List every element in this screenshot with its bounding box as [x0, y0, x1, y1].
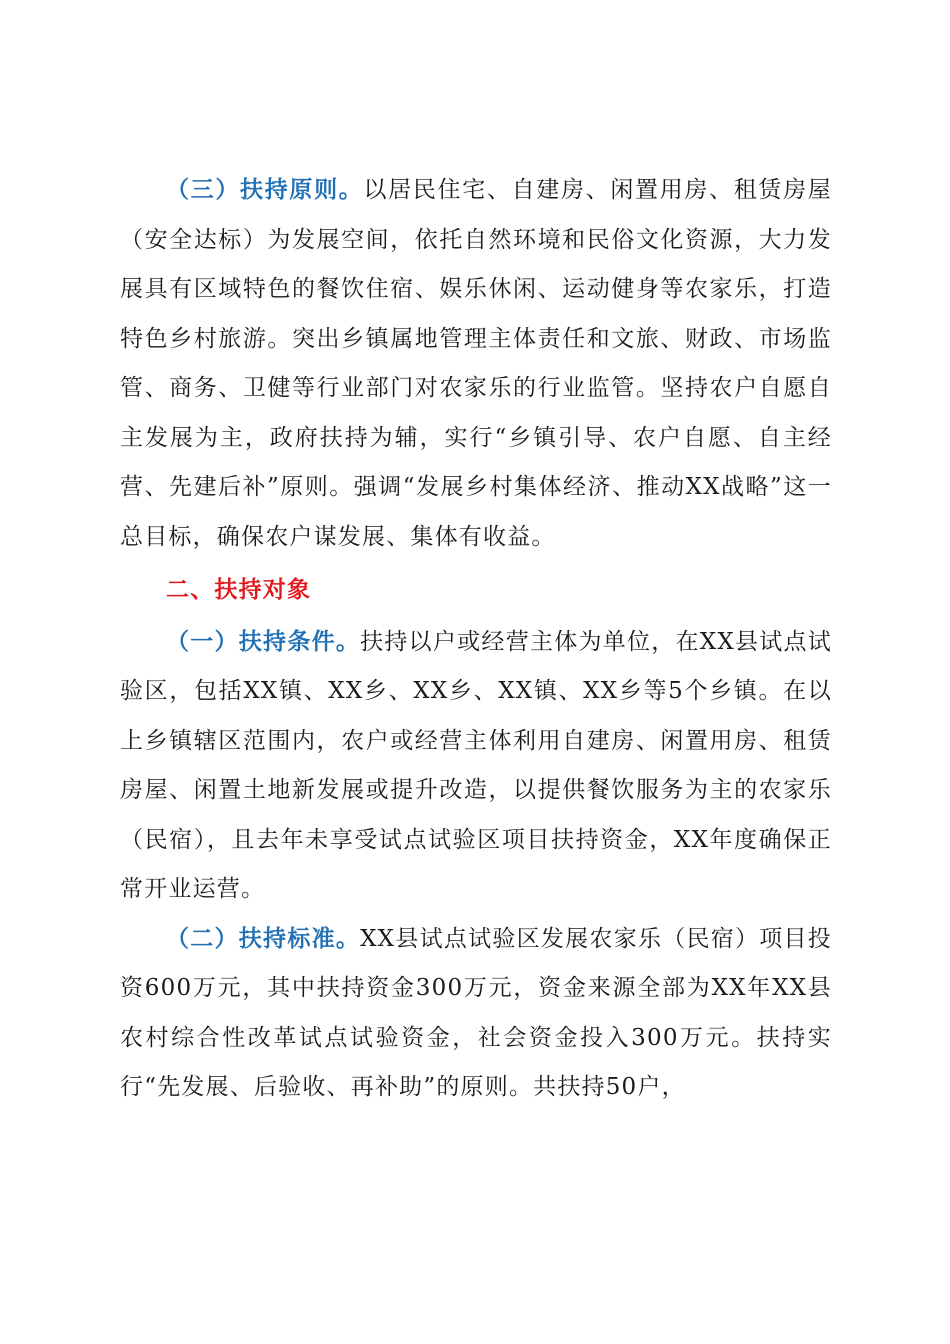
paragraph-lead: （二）扶持标准。: [166, 925, 361, 952]
paragraph-body: XX县试点试验区发展农家乐（民宿）项目投资600万元，其中扶持资金300万元，资金来源全部为XX年XX县农村综合性改革试点试验资金，社会资金投入300万元。扶持实行“先发展、后验收、再补助”的原则。共扶持50户，: [120, 925, 832, 1100]
section-heading: 二、扶持对象: [166, 577, 312, 603]
paragraph-support-conditions: [120, 618, 832, 915]
paragraph-support-principles: [120, 166, 832, 562]
paragraph-support-standards: [120, 915, 832, 1113]
document-page: [120, 166, 832, 1113]
paragraph-body: 扶持以户或经营主体为单位，在XX县试点试验区，包括XX镇、XX乡、XX乡、XX镇、XX乡等5个乡镇。在以上乡镇辖区范围内，农户或经营主体利用自建房、闲置用房、租赁房屋、闲置土地新发展或提升改造，以提供餐饮服务为主的农家乐（民宿），且去年未享受试点试验区项目扶持资金，XX年度确保正常开业运营。: [120, 628, 832, 902]
paragraph-body: 以居民住宅、自建房、闲置用房、租赁房屋（安全达标）为发展空间，依托自然环境和民俗文化资源，大力发展具有区域特色的餐饮住宿、娱乐休闲、运动健身等农家乐，打造特色乡村旅游。突出乡镇属地管理主体责任和文旅、财政、市场监管、商务、卫健等行业部门对农家乐的行业监管。坚持农户自愿自主发展为主，政府扶持为辅，实行“乡镇引导、农户自愿、自主经营、先建后补”原则。强调“发展乡村集体经济、推动XX战略”这一总目标，确保农户谋发展、集体有收益。: [120, 177, 832, 550]
paragraph-lead: （一）扶持条件。: [166, 628, 361, 655]
paragraph-lead: （三）扶持原则。: [166, 177, 364, 203]
